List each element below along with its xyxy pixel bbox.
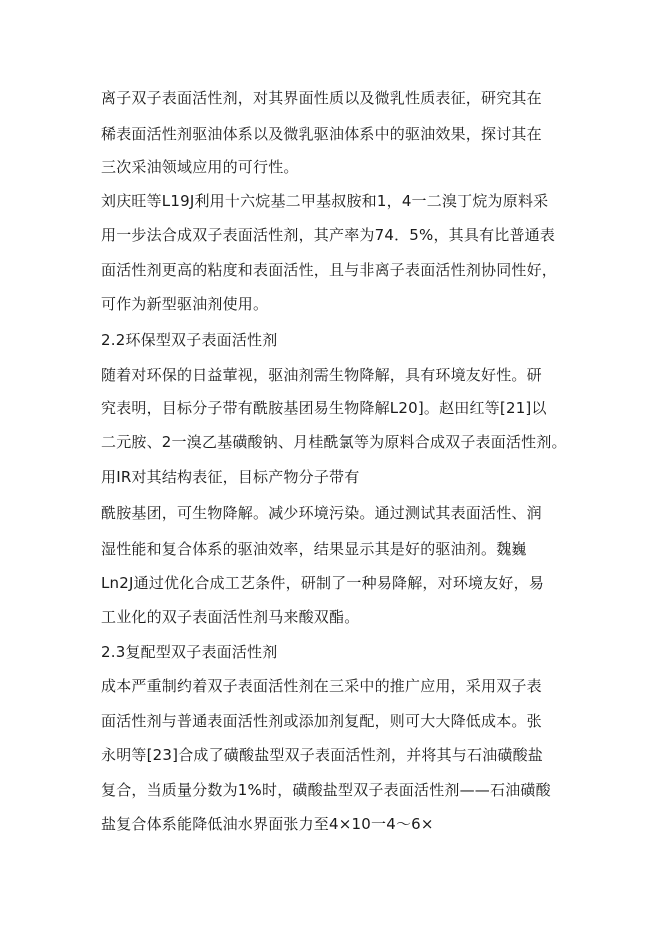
- text-line: 工业化的双子表面活性剂马来酸双酯。: [101, 608, 360, 626]
- text-line: 用IR对其结构表征，目标产物分子带有: [101, 468, 360, 486]
- text-line: 永明等[23]合成了磺酸盐型双子表面活性剂，并将其与石油磺酸盐: [101, 746, 543, 764]
- text-line: 湿性能和复合体系的驱油效率，结果显示其是好的驱油剂。魏巍: [101, 540, 527, 558]
- text-line: 二元胺、2一溴乙基磺酸钠、月桂酰氯等为原料合成双子表面活性剂。: [101, 433, 567, 451]
- text-line: 三次采油领域应用的可行性。: [101, 158, 299, 176]
- section-heading: 2.3复配型双子表面活性剂: [101, 643, 278, 661]
- text-line: 刘庆旺等L19J利用十六烷基二甲基叔胺和1，4一二溴丁烷为原料采: [101, 192, 549, 210]
- text-line: 可作为新型驱油剂使用。: [101, 295, 269, 313]
- text-line: 究表明，目标分子带有酰胺基团易生物降解L20]。赵田红等[21]以: [101, 399, 547, 417]
- text-line: 离子双子表面活性剂，对其界面性质以及微乳性质表征，研究其在: [101, 89, 542, 107]
- text-line: 面活性剂更高的粘度和表面活性，且与非离子表面活性剂协同性好，: [101, 261, 558, 279]
- text-line: 成本严重制约着双子表面活性剂在三采中的推广应用，采用双子表: [101, 677, 542, 695]
- section-heading: 2.2环保型双子表面活性剂: [101, 331, 278, 349]
- text-line: 复合，当质量分数为1%时，磺酸盐型双子表面活性剂——石油磺酸: [101, 781, 551, 799]
- text-line: 面活性剂与普通表面活性剂或添加剂复配，则可大大降低成本。张: [101, 712, 542, 730]
- text-line: Ln2J通过优化合成工艺条件，研制了一种易降解，对环境友好，易: [101, 574, 545, 592]
- text-line: 用一步法合成双子表面活性剂，其产率为74．5%，其具有比普通表: [101, 226, 556, 244]
- text-line: 稀表面活性剂驱油体系以及微乳驱油体系中的驱油效果，探讨其在: [101, 125, 542, 143]
- text-line: 随着对环保的日益葷视，驱油剂需生物降解，具有环境友好性。研: [101, 366, 542, 384]
- text-line: 盐复合体系能降低油水界面张力至4×10一4～6×: [101, 815, 434, 833]
- text-line: 酰胺基团，可生物降解。减少环境污染。通过测试其表面活性、润: [101, 504, 542, 522]
